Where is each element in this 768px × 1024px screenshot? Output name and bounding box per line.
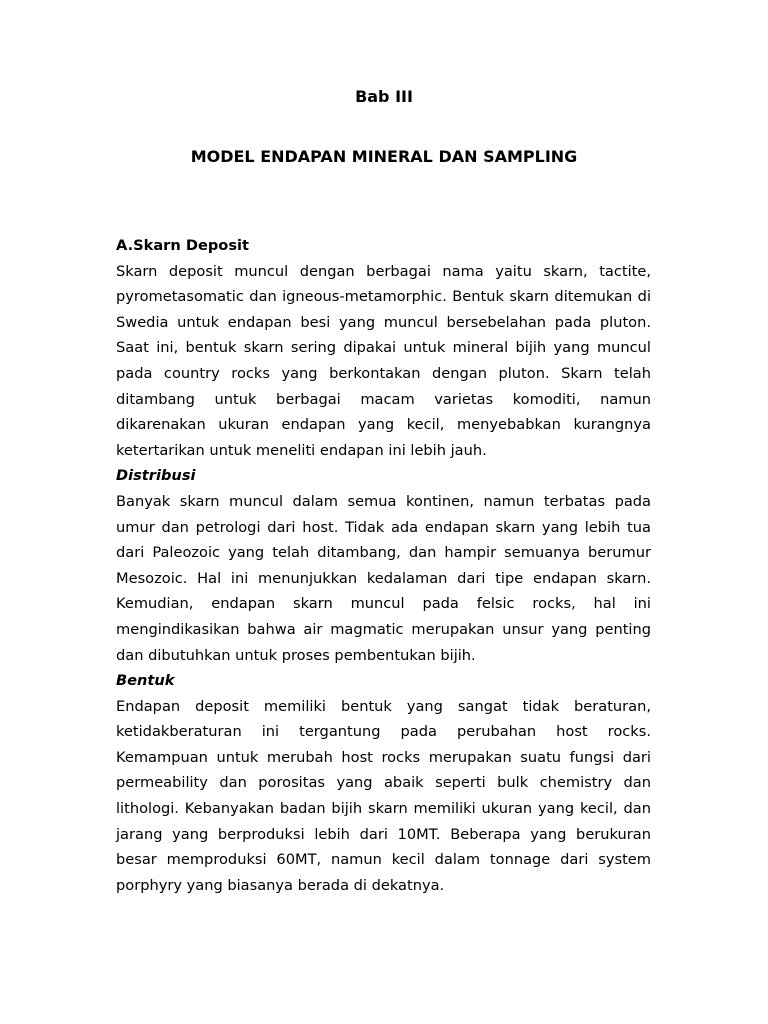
subsection-paragraph-bentuk: Endapan deposit memiliki bentuk yang sangat tidak beraturan, ketidakberaturan ini tergantung pada perubahan host rocks. Kemampuan untuk merubah host rocks merupakan suatu fungsi dari permeability dan porositas yang abaik seperti bulk chemistry dan lithologi. Kebanyakan badan bijih skarn memiliki ukuran yang kecil, dan jarang yang berproduksi lebih dari 10MT. Beberapa yang berukuran besar memproduksi 60MT, namun kecil dalam tonnage dari system porphyry yang biasanya berada di dekatnya.	[116, 697, 651, 894]
chapter-title: MODEL ENDAPAN MINERAL DAN SAMPLING	[190, 147, 578, 166]
chapter-label: Bab III	[355, 87, 413, 106]
subsection-heading-distribusi: Distribusi	[116, 467, 196, 485]
section-paragraph: Skarn deposit muncul dengan berbagai nama yaitu skarn, tactite, pyrometasomatic dan igneous-metamorphic. Bentuk skarn ditemukan di Swedia untuk endapan besi yang muncul bersebelahan pada pluton. Saat ini, bentuk skarn sering dipakai untuk mineral bijih yang muncul pada country rocks yang berkontakan dengan pluton. Skarn telah ditambang untuk berbagai macam varietas komoditi, namun dikarenakan ukuran endapan yang kecil, menyebabkan kurangnya ketertarikan untuk meneliti endapan ini lebih jauh.	[116, 262, 651, 459]
subsection-heading-bentuk: Bentuk	[116, 672, 175, 690]
document-body	[116, 233, 651, 898]
section-heading: A.Skarn Deposit	[116, 237, 249, 254]
subsection-paragraph-distribusi: Banyak skarn muncul dalam semua kontinen, namun terbatas pada umur dan petrologi dari host. Tidak ada endapan skarn yang lebih tua dari Paleozoic yang telah ditambang, dan hampir semuanya berumur Mesozoic. Hal ini menunjukkan kedalaman dari tipe endapan skarn. Kemudian, endapan skarn muncul pada felsic rocks, hal ini mengindikasikan bahwa air magmatic merupakan unsur yang penting dan dibutuhkan untuk proses pembentukan bijih.	[116, 492, 651, 664]
